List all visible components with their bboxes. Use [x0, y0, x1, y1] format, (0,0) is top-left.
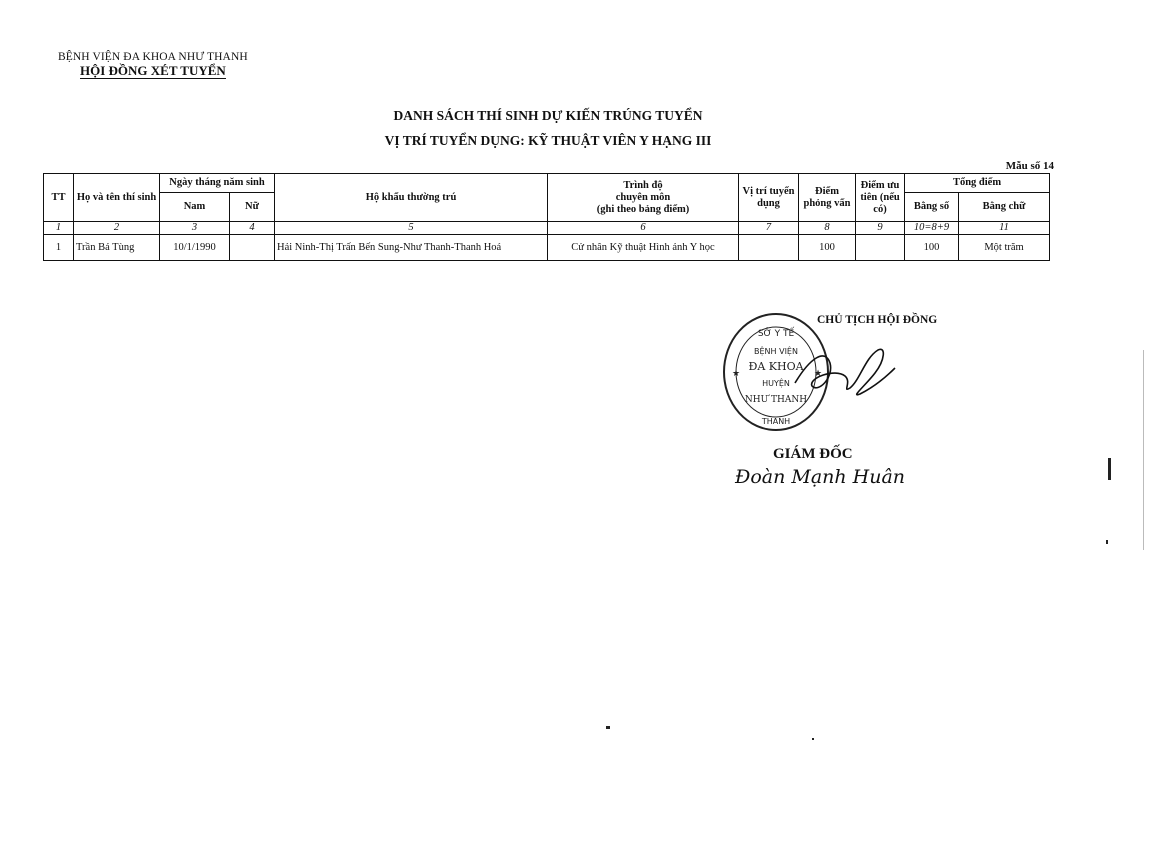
svg-text:THANH: THANH	[761, 417, 791, 426]
column-index: 11	[959, 222, 1050, 235]
cell-position	[739, 235, 799, 261]
header-residence: Hộ khẩu thường trú	[275, 174, 548, 222]
director-title: GIÁM ĐỐC	[773, 446, 853, 462]
scan-mark	[812, 738, 814, 740]
cell-total-text: Một trăm	[959, 235, 1050, 261]
column-index: 6	[548, 222, 739, 235]
director-name: Đoàn Mạnh Huân	[735, 466, 906, 488]
header-tt: TT	[44, 174, 74, 222]
svg-text:BỆNH VIỆN: BỆNH VIỆN	[754, 347, 798, 356]
chairman-title: CHỦ TỊCH HỘI ĐỒNG	[817, 314, 938, 326]
column-index: 8	[799, 222, 856, 235]
scan-mark	[1108, 458, 1111, 480]
column-index-row	[44, 222, 1050, 235]
column-index: 5	[275, 222, 548, 235]
header-female: Nữ	[230, 193, 275, 222]
cell-priority	[856, 235, 905, 261]
candidate-table	[43, 173, 1050, 261]
column-index: 9	[856, 222, 905, 235]
scan-mark	[1106, 540, 1108, 544]
cell-dob-male: 10/1/1990	[160, 235, 230, 261]
header-male: Nam	[160, 193, 230, 222]
svg-text:HUYỆN: HUYỆN	[762, 379, 790, 388]
column-index: 7	[739, 222, 799, 235]
cell-dob-female	[230, 235, 275, 261]
signature-scribble	[790, 338, 900, 408]
cell-name: Trần Bá Tùng	[74, 235, 160, 261]
svg-text:ĐA KHOA: ĐA KHOA	[748, 360, 804, 373]
header-priority: Điểm ưu tiên (nếu có)	[856, 174, 905, 222]
header-position: Vị trí tuyển dụng	[739, 174, 799, 222]
header-dob: Ngày tháng năm sinh	[160, 174, 275, 193]
document-title: DANH SÁCH THÍ SINH DỰ KIẾN TRÚNG TUYỂN	[393, 108, 703, 123]
header-name: Họ và tên thí sinh	[74, 174, 160, 222]
header-qualification: Trình độ chuyên môn (ghi theo bảng điểm)	[548, 174, 739, 222]
hospital-name: BỆNH VIỆN ĐA KHOA NHƯ THANH	[58, 51, 248, 63]
form-number: Mẫu số 14	[1005, 160, 1054, 172]
column-index: 4	[230, 222, 275, 235]
svg-text:NHƯ THANH: NHƯ THANH	[744, 395, 808, 405]
organization-header	[58, 50, 248, 78]
scan-mark	[606, 726, 610, 729]
svg-text:★: ★	[814, 368, 823, 378]
cell-tt: 1	[44, 235, 74, 261]
council-name: HỘI ĐỒNG XÉT TUYỂN	[79, 63, 226, 78]
cell-residence: Hải Ninh-Thị Trấn Bến Sung-Như Thanh-Thanh Hoá	[275, 235, 548, 261]
svg-text:★: ★	[732, 368, 741, 378]
column-index: 10=8+9	[905, 222, 959, 235]
cell-total-number: 100	[905, 235, 959, 261]
header-total: Tổng điểm	[905, 174, 1050, 193]
svg-text:SỞ Y TẾ: SỞ Y TẾ	[757, 329, 795, 339]
cell-interview: 100	[799, 235, 856, 261]
header-interview: Điểm phỏng vấn	[799, 174, 856, 222]
column-index: 2	[74, 222, 160, 235]
scan-mark	[1143, 350, 1144, 550]
document-subtitle: VỊ TRÍ TUYỂN DỤNG: KỸ THUẬT VIÊN Y HẠNG III	[384, 133, 712, 148]
column-index: 3	[160, 222, 230, 235]
header-row	[44, 174, 1050, 193]
cell-qualification: Cử nhân Kỹ thuật Hình ảnh Y học	[548, 235, 739, 261]
header-total-text: Bằng chữ	[959, 193, 1050, 222]
header-total-number: Bằng số	[905, 193, 959, 222]
table-row	[44, 235, 1050, 261]
column-index: 1	[44, 222, 74, 235]
